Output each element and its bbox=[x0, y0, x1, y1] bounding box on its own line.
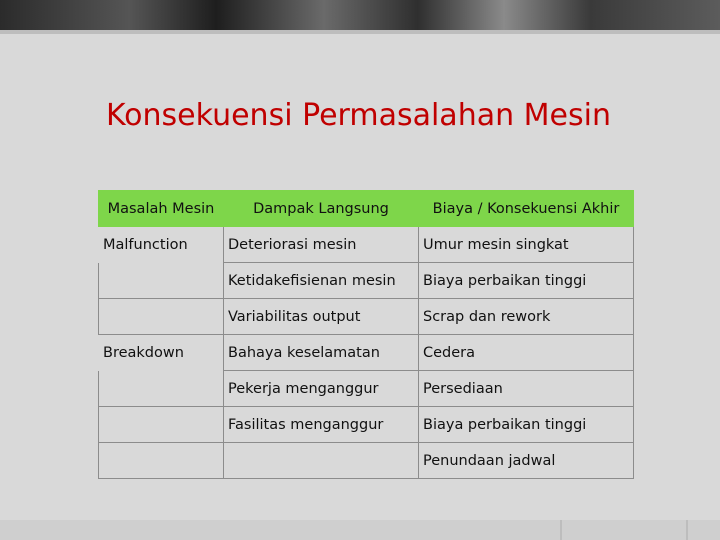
table-cell bbox=[99, 443, 224, 479]
table-cell: Umur mesin singkat bbox=[419, 227, 634, 263]
footer-strip bbox=[0, 520, 720, 540]
table-cell bbox=[99, 371, 224, 407]
table-cell: Variabilitas output bbox=[224, 299, 419, 335]
table-row bbox=[99, 227, 634, 263]
table-cell: Bahaya keselamatan bbox=[224, 335, 419, 371]
table-cell: Penundaan jadwal bbox=[419, 443, 634, 479]
table-cell: Deteriorasi mesin bbox=[224, 227, 419, 263]
table-cell: Cedera bbox=[419, 335, 634, 371]
header-cell-biaya: Biaya / Konsekuensi Akhir bbox=[419, 191, 634, 227]
table-cell bbox=[99, 407, 224, 443]
table-cell bbox=[99, 299, 224, 335]
table-cell: Ketidakefisienan mesin bbox=[224, 263, 419, 299]
table-cell: Malfunction bbox=[99, 227, 224, 263]
table-row bbox=[99, 263, 634, 299]
table-cell bbox=[99, 263, 224, 299]
header-cell-masalah: Masalah Mesin bbox=[99, 191, 224, 227]
table-row bbox=[99, 299, 634, 335]
table-row bbox=[99, 443, 634, 479]
consequence-table bbox=[98, 190, 634, 479]
slide-title: Konsekuensi Permasalahan Mesin bbox=[106, 98, 611, 133]
table-header-row bbox=[99, 191, 634, 227]
header-cell-dampak: Dampak Langsung bbox=[224, 191, 419, 227]
header-banner-image bbox=[0, 0, 720, 34]
table-cell: Persediaan bbox=[419, 371, 634, 407]
table-cell: Scrap dan rework bbox=[419, 299, 634, 335]
table-row bbox=[99, 407, 634, 443]
table-row bbox=[99, 335, 634, 371]
table-row bbox=[99, 371, 634, 407]
table-cell bbox=[224, 443, 419, 479]
table-cell: Biaya perbaikan tinggi bbox=[419, 407, 634, 443]
table-cell: Biaya perbaikan tinggi bbox=[419, 263, 634, 299]
table-cell: Pekerja menganggur bbox=[224, 371, 419, 407]
table-cell: Breakdown bbox=[99, 335, 224, 371]
footer-divider bbox=[560, 520, 672, 540]
footer-divider bbox=[686, 520, 720, 540]
table-cell: Fasilitas menganggur bbox=[224, 407, 419, 443]
